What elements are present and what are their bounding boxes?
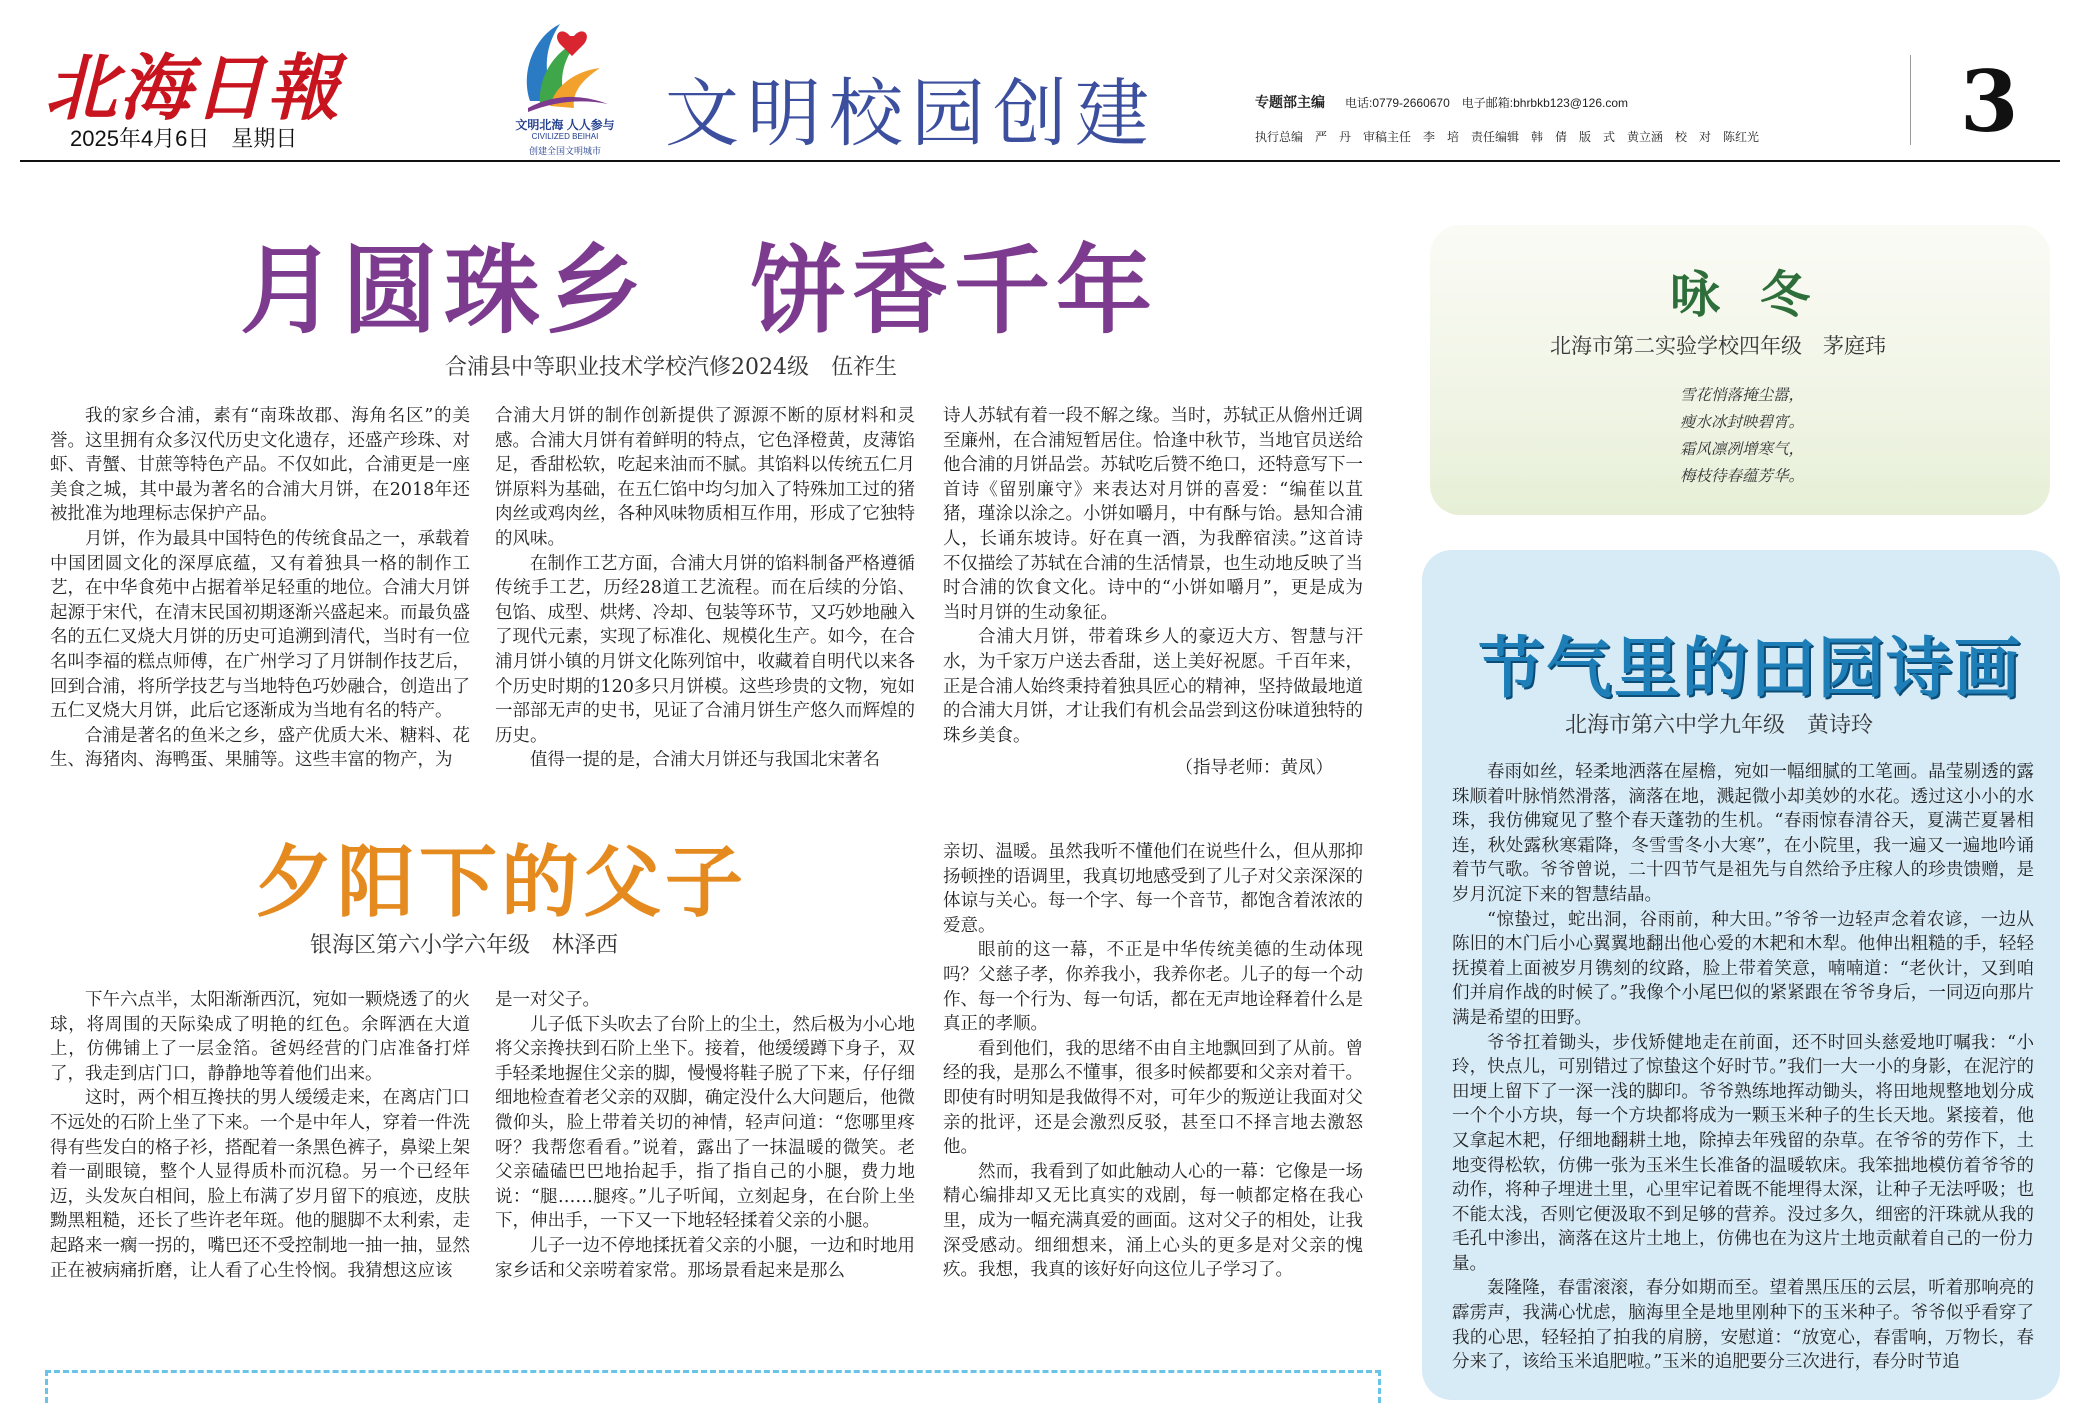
article3-headline: 节气里的田园诗画 <box>1478 630 2022 707</box>
article2-column-1 <box>50 988 470 1283</box>
section-title: 文明校园创建 <box>665 71 1157 157</box>
teacher-credit: （指导老师：黄凤） <box>1175 758 1333 779</box>
paragraph: 合浦是著名的鱼米之乡，盛产优质大米、糖料、花生、海猪肉、海鸭蛋、果脯等。这些丰富的物产，为 <box>50 725 470 771</box>
poem-line: 霜风凛冽增寒气， <box>1680 440 1805 458</box>
paragraph: 这时，两个相互搀扶的男人缓缓走来，在离店门口不远处的石阶上坐了下来。一个是中年人，穿着一件洗得有些发白的格子衫，搭配着一条黑色裤子，鼻梁上架着一副眼镜，整个人显得质朴而沉稳。另一个已经年迈，头发灰白相间，脸上布满了岁月留下的痕迹，皮肤黝黑粗糙，还长了些许老年斑。他的腿脚不太利索，走起路来一瘸一拐的，嘴巴还不受控制地一抽一抽，显然正在被病痛折磨，让人看了心生怜悯。我猜想这应该 <box>50 1088 470 1281</box>
paragraph: 在制作工艺方面，合浦大月饼的馅料制备严格遵循传统手工艺，历经28道工艺流程。而在后续的分馅、包馅、成型、烘烤、冷却、包装等环节，又巧妙地融入了现代元素，实现了标准化、规模化生产。如今，在合浦月饼小镇的月饼文化陈列馆中，收藏着自明代以来各个历史时期的120多只月饼模。这些珍贵的文物，宛如一部部无声的史书，见证了合浦月饼生产悠久而辉煌的历史。 <box>495 553 915 746</box>
article3-byline: 北海市第六中学九年级 黄诗玲 <box>1565 713 1874 738</box>
paragraph: 眼前的这一幕，不正是中华传统美德的生动体现吗？父慈子孝，你养我小，我养你老。儿子的每一个动作、每一个行为、每一句话，都在无声地诠释着什么是真正的孝顺。 <box>943 940 1363 1035</box>
logo-emblem-icon <box>500 16 630 116</box>
paragraph: “惊蛰过，蛇出洞，谷雨前，种大田。”爷爷一边轻声念着农谚，一边从陈旧的木门后小心翼翼地翻出他心爱的木耙和木犁。他伸出粗糙的手，轻轻抚摸着上面被岁月镌刻的纹路，脸上带着笑意，喃喃道：“老伙计，又到咱们并肩作战的时候了。”我像个小尾巴似的紧紧跟在爷爷身后，一同迈向那片满是希望的田野。 <box>1452 909 2034 1028</box>
editor-contact: 电话:0779-2660670 电子邮箱:bhrbkb123@126.com <box>1345 96 1629 110</box>
article1-column-1 <box>50 404 470 773</box>
paragraph: 亲切、温暖。虽然我听不懂他们在说些什么，但从那抑扬顿挫的语调里，我真切地感受到了儿子对父亲深深的体谅与关心。每一个字、每一个音节，都饱含着浓浓的爱意。 <box>943 842 1363 936</box>
article1-column-3 <box>943 404 1363 781</box>
paragraph: 儿子低下头吹去了台阶上的尘土，然后极为小心地将父亲搀扶到石阶上坐下。接着，他缓缓蹲下身子，双手轻柔地握住父亲的脚，慢慢将鞋子脱了下来，仔仔细细地检查着老父亲的双脚，确定没什么大问题后，他微微仰头，脸上带着关切的神情，轻声问道：“您哪里疼呀？我帮您看看。”说着，露出了一抹温暖的微笑。老父亲磕磕巴巴地抬起手，指了指自己的小腿，费力地说：“腿……腿疼。”儿子听闻，立刻起身，在台阶上坐下，伸出手，一下又一下地轻轻揉着父亲的小腿。 <box>495 1014 915 1232</box>
poem-byline: 北海市第二实验学校四年级 茅庭玮 <box>1550 334 1886 358</box>
editor-staff: 执行总编 严 丹 审稿主任 李 培 责任编辑 韩 倩 版 式 黄立涵 校 对 陈红光 <box>1255 130 1760 144</box>
paragraph: 下午六点半，太阳渐渐西沉，宛如一颗烧透了的火球，将周围的天际染成了明艳的红色。余晖洒在大道上，仿佛铺上了一层金箔。爸妈经营的门店准备打烊了，我走到店门口，静静地等着他们出来。 <box>50 990 470 1084</box>
poem-line: 雪花悄落掩尘嚣， <box>1680 386 1805 404</box>
paragraph: 爷爷扛着锄头，步伐矫健地走在前面，还不时回头慈爱地叮嘱我：“小玲，快点儿，可别错过了惊蛰这个好时节。”我们一大一小的身影，在泥泞的田埂上留下了一深一浅的脚印。爷爷熟练地挥动锄头，将田地规整地划分成一个个小方块，每一个方块都将成为一颗玉米种子的生长天地。紧接着，他又拿起木耙，仔细地翻耕土地，除掉去年残留的杂草。在爷爷的劳作下，土地变得松软，仿佛一张为玉米生长准备的温暖软床。我笨拙地模仿着爷爷的动作，将种子埋进土里，心里牢记着既不能埋得太深，让种子无法呼吸；也不能太浅，否则它便汲取不到足够的营养。没过多久，细密的汗珠就从我的毛孔中渗出，滴落在这片土地上，仿佛也在为这片土地贡献着自己的一份力量。 <box>1452 1032 2034 1274</box>
poem-line: 瘦水冰封映碧宵。 <box>1680 413 1805 431</box>
logo-caption-slogan: 文明北海 人人参与 <box>515 118 615 132</box>
paragraph: 春雨如丝，轻柔地洒落在屋檐，宛如一幅细腻的工笔画。晶莹剔透的露珠顺着叶脉悄然滑落，滴落在地，溅起微小却美妙的水花。透过这小小的水珠，我仿佛窥见了整个春天蓬勃的生机。“春雨惊春清谷天，夏满芒夏暑相连，秋处露秋寒霜降，冬雪雪冬小大寒”，在小院里，我一遍又一遍地吟诵着节气歌。爷爷曾说，二十四节气是祖先与自然给予庄稼人的珍贵馈赠，是岁月沉淀下来的智慧结晶。 <box>1452 762 2034 905</box>
paragraph: 我的家乡合浦，素有“南珠故郡、海角名区”的美誉。这里拥有众多汉代历史文化遗存，还盛产珍珠、对虾、青蟹、甘蔗等特色产品。不仅如此，合浦更是一座美食之城，其中最为著名的合浦大月饼，在2018年还被批准为地理标志保护产品。 <box>50 406 470 525</box>
logo-caption-campaign: 创建全国文明城市 <box>528 146 601 156</box>
paragraph: 然而，我看到了如此触动人心的一幕：它像是一场精心编排却又无比真实的戏剧，每一帧都定格在我心里，成为一幅充满真爱的画面。这对父子的相处，让我深受感动。细细想来，涌上心头的更多是对父亲的愧疚。我想，我真的该好好向这位儿子学习了。 <box>943 1161 1363 1281</box>
header-rule <box>20 160 2060 162</box>
article1-byline: 合浦县中等职业技术学校汽修2024级 伍祚生 <box>445 355 897 380</box>
editor-info <box>1255 92 1775 147</box>
issue-date: 2025年4月6日 星期日 <box>70 126 298 151</box>
article2-column-2 <box>495 988 915 1283</box>
article3-body <box>1452 760 2034 1375</box>
article1-headline: 月圆珠乡 饼香千年 <box>240 235 1158 347</box>
civilized-city-logo <box>500 16 630 161</box>
paragraph: 看到他们，我的思绪不由自主地飘回到了从前。曾经的我，是那么不懂事，很多时候都要和父亲对着干。即使有时明知是我做得不对，可年少的叛逆让我面对父亲的批评，还是会激烈反驳，甚至口不择言地去激怒他。 <box>943 1038 1363 1158</box>
paragraph: 儿子一边不停地揉抚着父亲的小腿，一边和时地用家乡话和父亲唠着家常。那场景看起来是那么 <box>495 1235 915 1281</box>
paragraph: 值得一提的是，合浦大月饼还与我国北宋著名 <box>530 750 880 771</box>
paragraph: 合浦大月饼的制作创新提供了源源不断的原材料和灵感。合浦大月饼有着鲜明的特点，它色泽橙黄，皮薄馅足，香甜松软，吃起来油而不腻。其馅料以传统五仁月饼原料为基础，在五仁馅中均匀加入了特殊加工过的猪肉丝或鸡肉丝，各种风味物质相互作用，形成了它独特的风味。 <box>495 406 915 549</box>
paragraph: 合浦大月饼，带着珠乡人的豪迈大方、智慧与汗水，为千家万户送去香甜，送上美好祝愿。千百年来，正是合浦人始终秉持着独具匠心的精神，坚持做最地道的合浦大月饼，才让我们有机会品尝到这份味道独特的珠乡美食。 <box>943 627 1363 746</box>
page-number: 3 <box>1960 52 2019 151</box>
poem-lines <box>1680 382 1804 490</box>
poem-line: 梅枝待春蕴芳华。 <box>1680 467 1805 485</box>
logo-caption-english: CIVILIZED BEIHAI <box>531 132 599 141</box>
next-section-frame <box>45 1370 1381 1403</box>
paragraph: 轰隆隆，春雷滚滚，春分如期而至。望着黑压压的云层，听着那响亮的霹雳声，我满心忧虑，脑海里全是地里刚种下的玉米种子。爷爷似乎看穿了我的心思，轻轻拍了拍我的肩膀，安慰道：“放宽心，春雷响，万物长，春分来了，该给玉米追肥啦。”玉米的追肥要分三次进行，春分时节追 <box>1452 1278 2034 1373</box>
header-divider <box>1910 55 1911 145</box>
paragraph: 是一对父子。 <box>495 990 600 1010</box>
poem-title: 咏冬 <box>1670 265 1850 324</box>
article2-column-3 <box>943 840 1363 1283</box>
newspaper-title: 北海日報 <box>45 45 342 130</box>
article1-column-2 <box>495 404 915 773</box>
article2-headline: 夕阳下的父子 <box>255 838 748 928</box>
paragraph: 诗人苏轼有着一段不解之缘。当时，苏轼正从儋州迁调至廉州，在合浦短暂居住。恰逢中秋节，当地官员送给他合浦的月饼品尝。苏轼吃后赞不绝口，还特意写下一首诗《留别廉守》来表达对月饼的喜爱：“编萑以苴猪，瑾涂以涂之。小饼如嚼月，中有酥与饴。悬知合浦人，长诵东坡诗。好在真一酒，为我醉宿渎。”这首诗不仅描绘了苏轼在合浦的生活情景，也生动地反映了当时合浦的饮食文化。诗中的“小饼如嚼月”，更是成为当时月饼的生动象征。 <box>943 406 1363 623</box>
editor-department: 专题部主编 <box>1255 94 1325 110</box>
paragraph: 月饼，作为最具中国特色的传统食品之一，承载着中国团圆文化的深厚底蕴，又有着独具一格的制作工艺，在中华食苑中占据着举足轻重的地位。合浦大月饼起源于宋代，在清末民国初期逐渐兴盛起来。而最负盛名的五仁叉烧大月饼的历史可追溯到清代，当时有一位名叫李福的糕点师傅，在广州学习了月饼制作技艺后，回到合浦，将所学技艺与当地特色巧妙融合，创造出了五仁叉烧大月饼，此后它逐渐成为当地有名的特产。 <box>50 528 470 722</box>
article2-byline: 银海区第六小学六年级 林泽西 <box>310 933 619 958</box>
